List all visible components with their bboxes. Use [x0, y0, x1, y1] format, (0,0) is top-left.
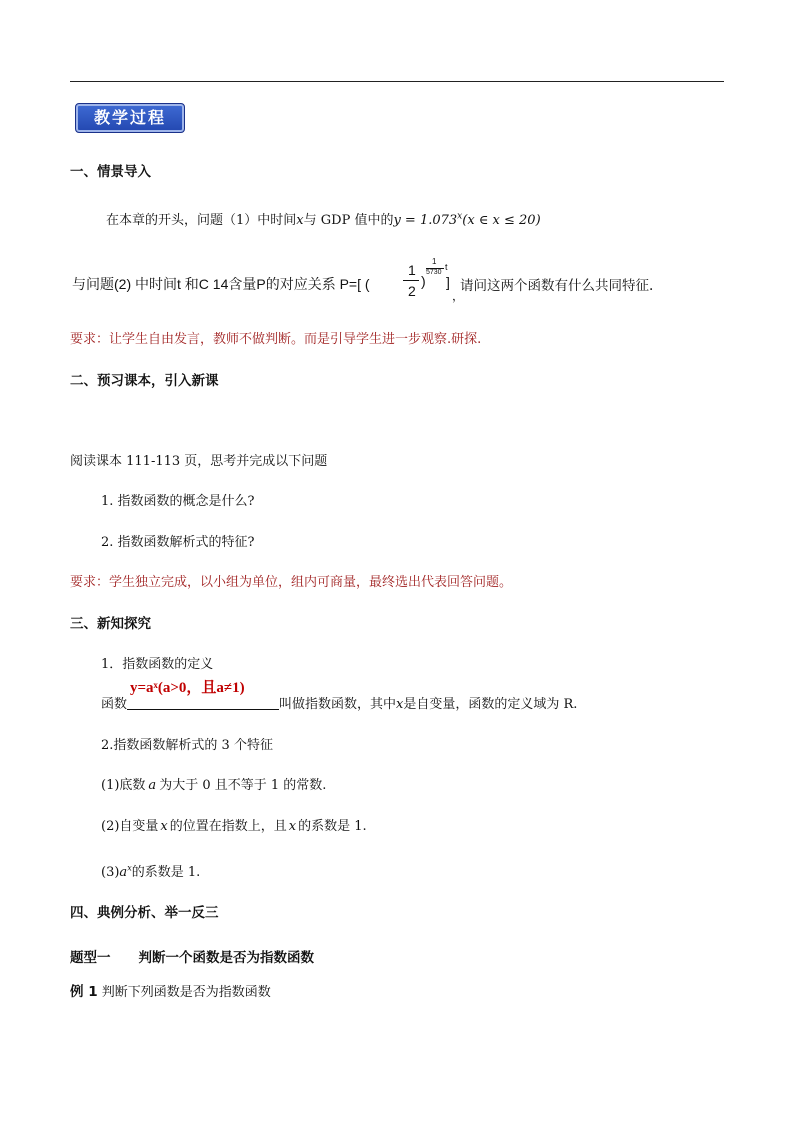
heading-new-knowledge: 三、新知探究 [70, 616, 151, 632]
problem-type-label: 题型一 [70, 950, 111, 966]
formula-gdp-exp: x [457, 211, 463, 222]
f3-a: (3) [101, 865, 120, 880]
f2-var: x [160, 819, 168, 834]
def-post: 叫做指数函数，其中 [279, 697, 397, 712]
paragraph-intro-2-b: 请问这两个函数有什么共同特征. [460, 278, 654, 294]
comma: ， [452, 289, 465, 303]
fraction-half-bar [403, 280, 419, 281]
var-x: x [296, 213, 304, 228]
question-2: 2. 指数函数解析式的特征? [101, 535, 255, 550]
definition-answer: y=aˣ(a>0，且a≠1) [130, 680, 245, 696]
intro-text-b: 与 GDP 值中的 [303, 213, 394, 228]
paragraph-intro-2-a: 与问题(2) 中时间t 和C 14含量P的对应关系 P=[ ( [72, 276, 370, 292]
f2-a: (2)自变量 [101, 819, 159, 834]
feature-2 [101, 815, 367, 834]
fraction-half-num: 1 [408, 262, 416, 278]
f2-b: 的位置在指数上，且 [169, 819, 287, 834]
f3-exp: x [127, 863, 132, 873]
exp-t: t [445, 262, 448, 272]
definition-title: 1．指数函数的定义 [101, 657, 214, 672]
feature-3 [101, 861, 200, 880]
heading-examples: 四、典例分析、举一反三 [70, 905, 219, 921]
feature-1 [101, 774, 326, 793]
paragraph-intro-1 [106, 209, 541, 228]
def-pre: 函数 [101, 697, 128, 712]
definition-blank [127, 697, 279, 710]
f3-var: a [119, 865, 128, 880]
formula-gdp-base: y = 1.073 [393, 213, 458, 228]
heading-preview: 二、预习课本，引入新课 [70, 373, 219, 389]
definition-sentence [101, 693, 577, 712]
problem-type [70, 946, 314, 966]
f2-var2: x [288, 819, 297, 834]
f3-b: 的系数是 1. [131, 865, 201, 880]
reading-instruction: 阅读课本 111-113 页，思考并完成以下问题 [70, 454, 328, 469]
example-1 [70, 980, 271, 1000]
f1-a: (1)底数 [101, 778, 146, 793]
formula-gdp-cond: (x ∈ x ≤ 20) [462, 213, 541, 228]
fraction-close-paren: ) [421, 273, 426, 289]
def-var-x: x [396, 697, 404, 712]
section-badge: 教学过程 [75, 103, 185, 133]
requirement-2: 要求：学生独立完成，以小组为单位，组内可商量，最终选出代表回答问题。 [70, 575, 513, 590]
requirement-1: 要求：让学生自由发言，教师不做判断。而是引导学生进一步观察.研探. [70, 332, 482, 347]
intro-text-a: 在本章的开头，问题（1）中时间 [106, 213, 297, 228]
formula-gdp [393, 213, 540, 228]
def-post2: 是自变量，函数的定义域为 R. [403, 697, 578, 712]
f1-var: a [148, 778, 157, 793]
exp-frac-den: 5730 [426, 269, 442, 276]
fraction-half-den: 2 [408, 283, 416, 299]
example-label: 例 1 [70, 984, 98, 1000]
f1-b: 为大于 0 且不等于 1 的常数. [159, 778, 327, 793]
features-title: 2.指数函数解析式的 3 个特征 [101, 738, 273, 753]
f2-c: 的系数是 1. [298, 819, 367, 834]
question-1: 1. 指数函数的概念是什么? [101, 494, 255, 509]
example-text: 判断下列函数是否为指数函数 [101, 985, 271, 1000]
heading-situation-intro: 一、情景导入 [70, 164, 151, 180]
problem-type-title: 判断一个函数是否为指数函数 [138, 950, 314, 966]
exp-frac-num: 1 [432, 257, 437, 266]
bracket-close: ] [446, 274, 450, 290]
header-rule [70, 81, 724, 82]
